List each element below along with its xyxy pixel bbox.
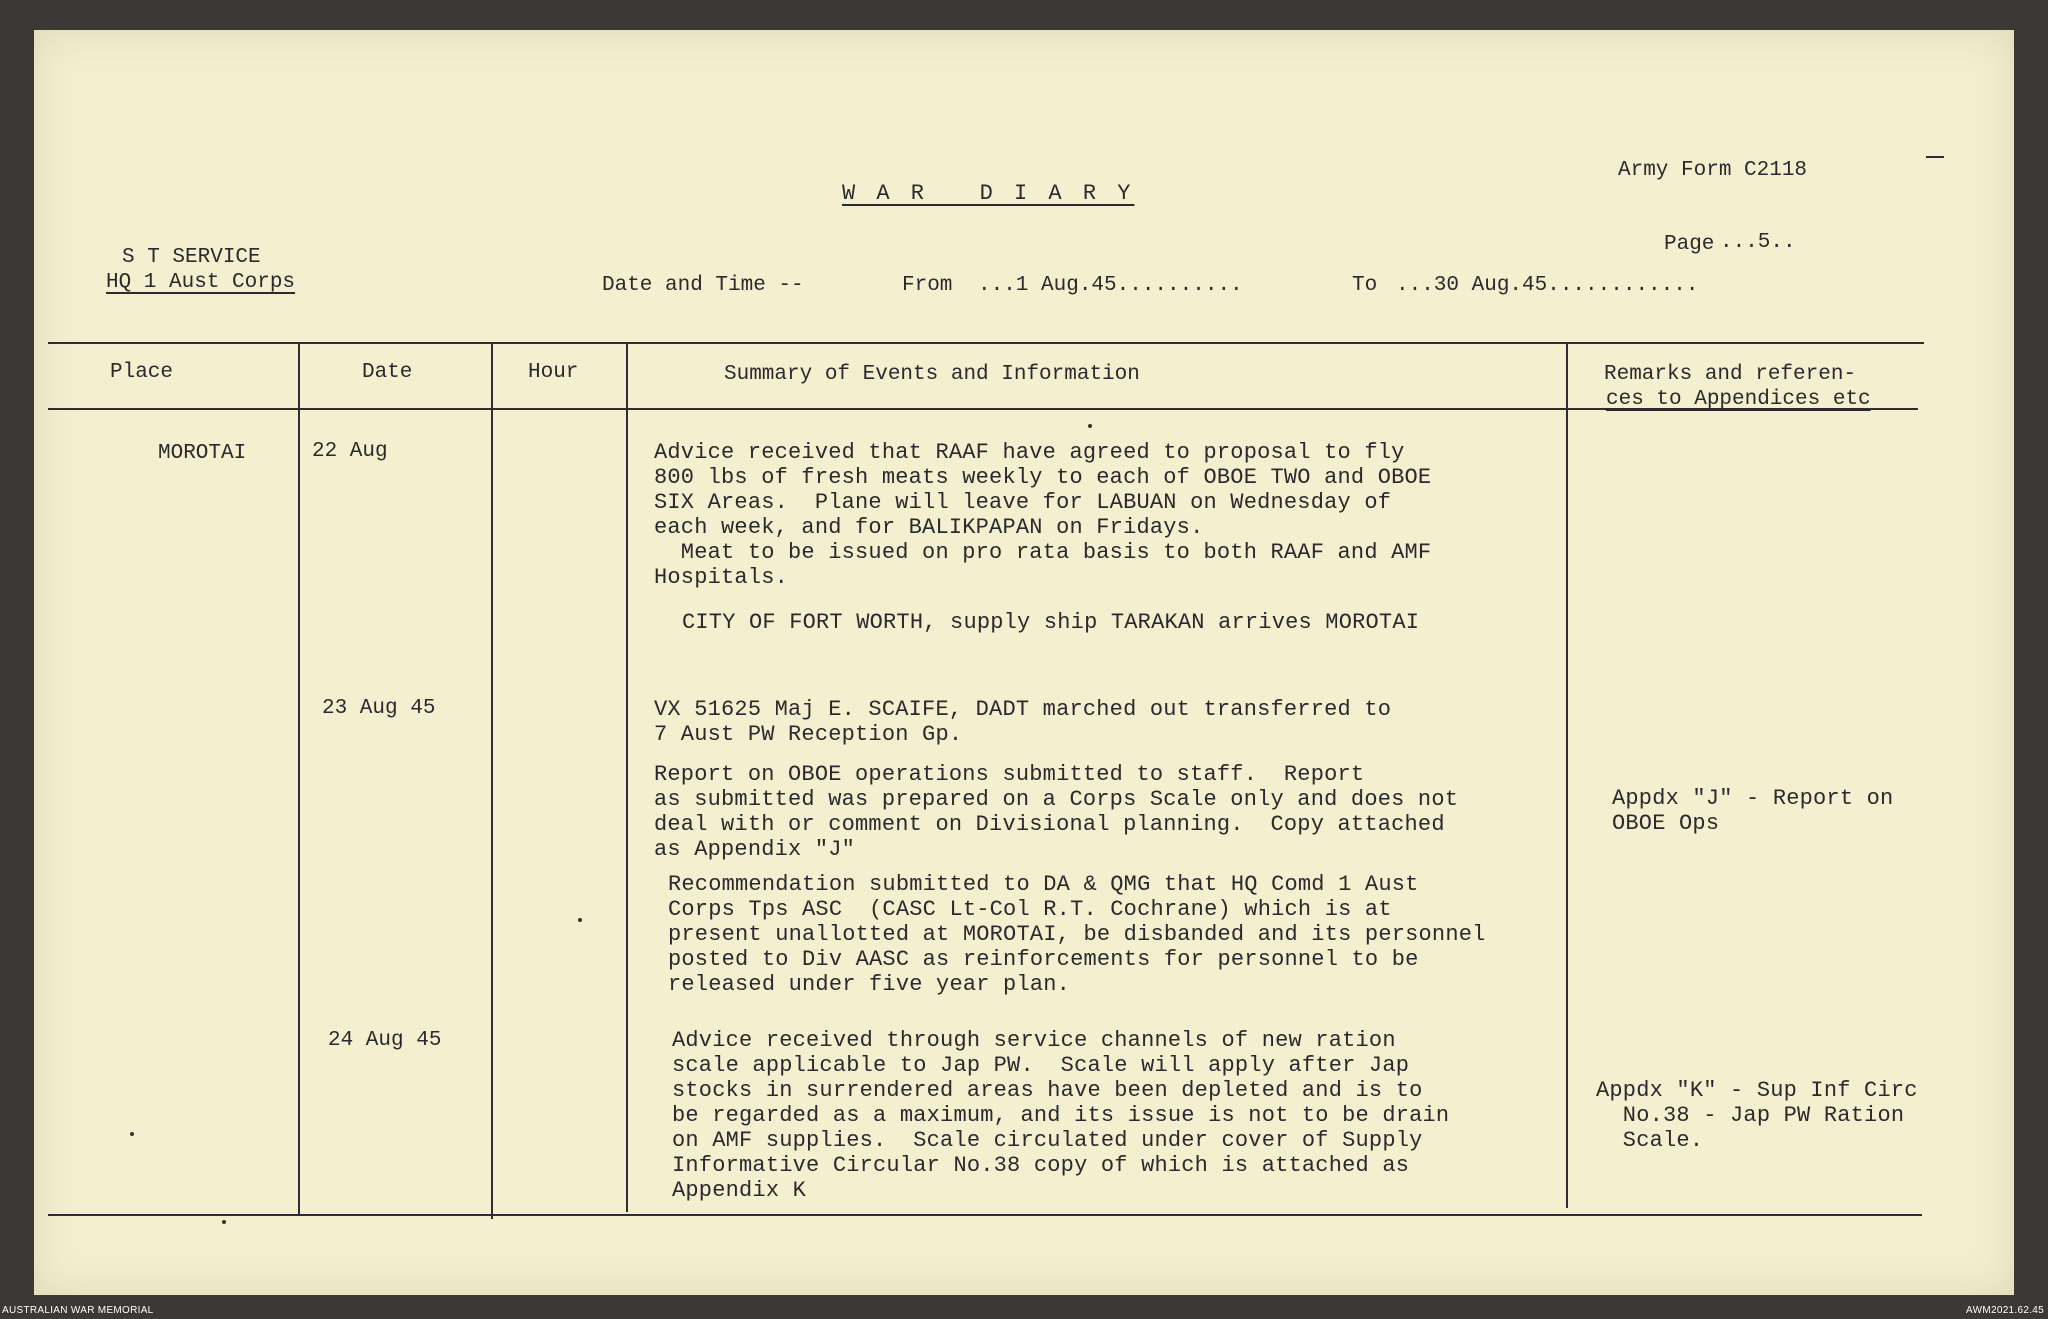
page-title: W A R D I A R Y — [842, 181, 1135, 206]
date-time-label: Date and Time -- — [602, 274, 804, 297]
column-divider-remarks — [1566, 342, 1568, 1208]
place-value: MOROTAI — [158, 442, 247, 465]
column-header-remarks-1: Remarks and referen- — [1604, 363, 1857, 386]
table-bottom-rule — [48, 1214, 1922, 1216]
archive-credit: AUSTRALIAN WAR MEMORIAL — [2, 1305, 154, 1316]
army-form-label: Army Form C2118 — [1618, 159, 1808, 182]
column-divider-summary — [626, 342, 628, 1212]
column-header-place: Place — [110, 361, 174, 384]
paper-mark — [578, 918, 582, 922]
paper-mark — [1088, 424, 1092, 428]
diary-entry: Report on OBOE operations submitted to staff. Report as submitted was prepared on a Corps Scale only and does not deal with or comment on Divisional planning. Copy attached as Appendix "J" — [654, 762, 1459, 862]
unit-hq: HQ 1 Aust Corps — [106, 271, 296, 294]
table-top-rule — [48, 342, 1924, 344]
paper-mark — [130, 1132, 134, 1136]
diary-entry: CITY OF FORT WORTH, supply ship TARAKAN arrives MOROTAI — [682, 610, 1420, 635]
column-header-summary: Summary of Events and Information — [724, 363, 1140, 386]
paper-mark — [222, 1220, 226, 1224]
page-number: ...5.. — [1720, 231, 1796, 254]
paper-mark — [1926, 156, 1944, 158]
column-header-remarks-2: ces to Appendices etc — [1606, 388, 1871, 411]
to-date: ...30 Aug.45............ — [1396, 274, 1699, 297]
entry-date: 23 Aug 45 — [322, 697, 436, 720]
column-divider-date — [298, 342, 300, 1216]
column-divider-hour — [491, 342, 493, 1219]
diary-entry: Recommendation submitted to DA & QMG that HQ Comd 1 Aust Corps Tps ASC (CASC Lt-Col R.T. Cochrane) which is at present unallotted at MOROTAI, be disbanded and its personnel posted to Div AASC as reinforcements for personnel to be released under five year plan. — [668, 872, 1486, 997]
page-label: Page — [1664, 233, 1715, 256]
diary-entry: VX 51625 Maj E. SCAIFE, DADT marched out transferred to 7 Aust PW Reception Gp. — [654, 697, 1392, 747]
diary-entry: Advice received that RAAF have agreed to proposal to fly 800 lbs of fresh meats weekly to each of OBOE TWO and OBOE SIX Areas. Plane will leave for LABUAN on Wednesday of each week, and for BALIKPAPAN on Fridays. Meat to be issued on pro rata basis to both RAAF and AMF Hospitals. — [654, 440, 1432, 590]
archive-reference: AWM2021.62.45 — [1966, 1305, 2045, 1316]
from-date: ...1 Aug.45.......... — [978, 274, 1243, 297]
from-label: From — [902, 274, 953, 297]
column-header-date: Date — [362, 361, 413, 384]
diary-entry: Advice received through service channels of new ration scale applicable to Jap PW. Scale will apply after Jap stocks in surrendered areas have been depleted and is to be regarded as a maximum, and its issue is not to be drain on AMF supplies. Scale circulated under cover of Supply Informative Circular No.38 copy of which is attached as Appendix K — [672, 1028, 1450, 1203]
remarks-entry: Appdx "J" - Report on OBOE Ops — [1612, 786, 1894, 836]
remarks-entry: Appdx "K" - Sup Inf Circ No.38 - Jap PW Ration Scale. — [1596, 1078, 1918, 1153]
to-label: To — [1352, 274, 1378, 297]
entry-date: 24 Aug 45 — [328, 1029, 442, 1052]
unit-name: S T SERVICE — [122, 246, 261, 269]
entry-date: 22 Aug — [312, 440, 388, 463]
column-header-hour: Hour — [528, 361, 579, 384]
